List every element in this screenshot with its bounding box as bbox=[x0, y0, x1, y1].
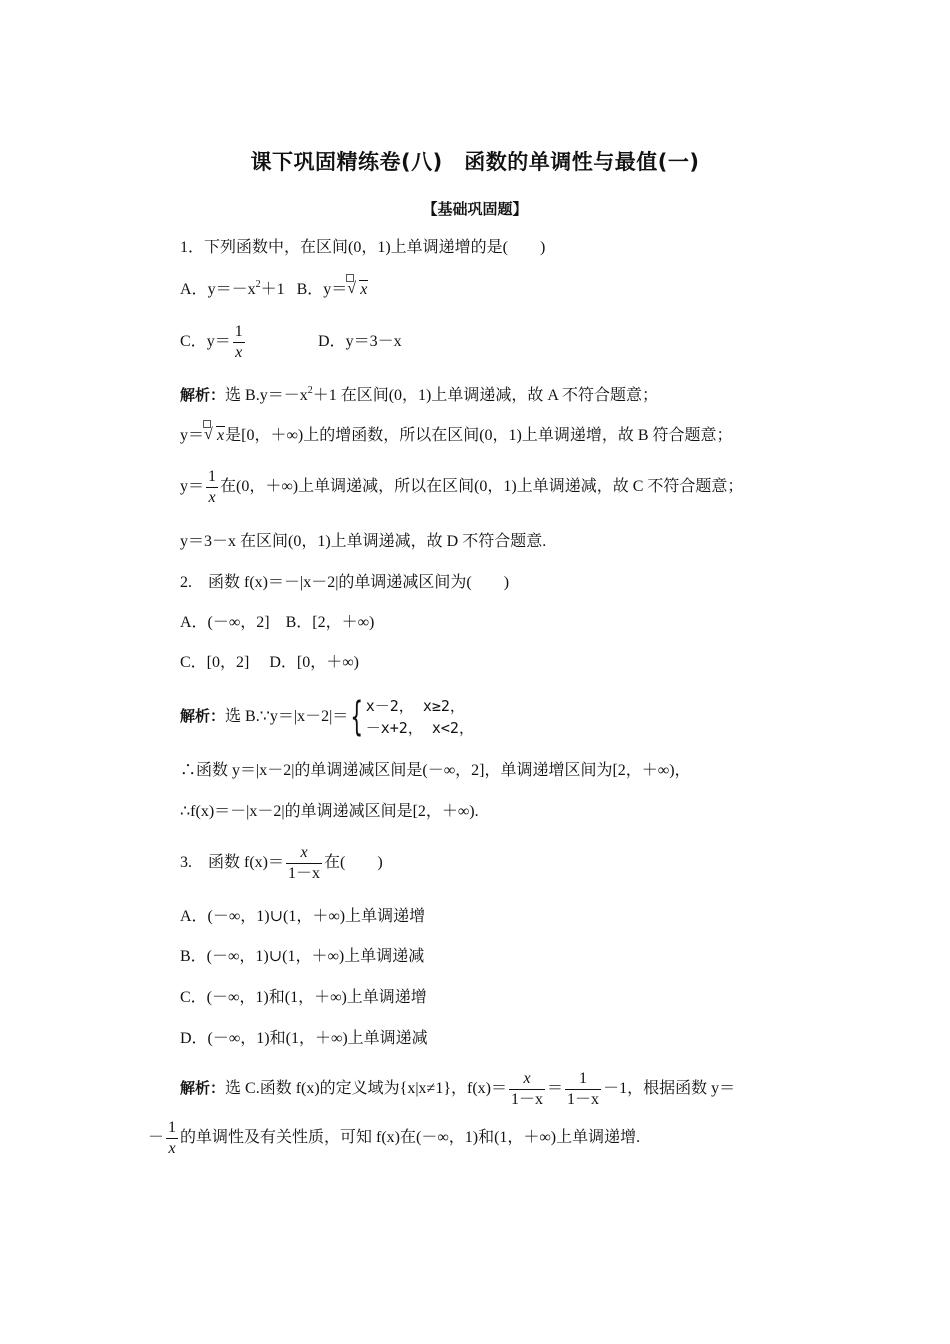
section-heading: 【基础巩固题】 bbox=[422, 200, 528, 218]
q1-option-c-expr: y＝ bbox=[206, 333, 231, 350]
q3-solution-2-fraction bbox=[166, 1118, 178, 1159]
q2-stem: 2. 函数 f(x)＝－|x－2|的单调递减区间为( ) bbox=[180, 574, 510, 591]
q3-solution-2-post: 的单调性及有关性质，可知 f(x)在(－∞，1)和(1，＋∞)上单调递增. bbox=[180, 1129, 641, 1146]
q1-solution-3-num: 1 bbox=[208, 467, 217, 485]
q3-stem-den: 1－x bbox=[288, 864, 321, 882]
q3-solution-fraction-1 bbox=[509, 1069, 545, 1110]
q1-solution-line2 bbox=[180, 425, 733, 447]
q2-solution-label: 解析： bbox=[180, 707, 226, 725]
q1-solution-3-fraction bbox=[206, 467, 218, 508]
cube-root-symbol: √ x bbox=[204, 425, 225, 447]
q2-solution-line1 bbox=[180, 692, 474, 741]
q1-solution-2-pre: y＝ bbox=[180, 427, 205, 444]
piecewise-cases bbox=[366, 695, 474, 739]
q3-solution-1a: 选 C.函数 f(x)的定义域为{x|x≠1}，f(x)＝ bbox=[225, 1080, 508, 1097]
page-title: 课下巩固精练卷(八) 函数的单调性与最值(一) bbox=[250, 150, 700, 174]
q1-solution-line1 bbox=[180, 384, 658, 407]
q1-solution-2-arg: x bbox=[217, 427, 225, 444]
q3-solution-eq: ＝ bbox=[547, 1080, 564, 1097]
q2-solution-1-pre: 选 B.∵y＝|x－2|＝ bbox=[225, 708, 349, 725]
q1-options-ab bbox=[180, 279, 368, 301]
q1-option-a-exp: 2 bbox=[255, 279, 261, 290]
q3-stem-post: 在( ) bbox=[324, 854, 383, 871]
q3-sol2-num: 1 bbox=[168, 1118, 177, 1136]
q1-option-a-expr-post: ＋1 bbox=[260, 281, 285, 298]
q3-stem-fraction bbox=[286, 843, 322, 884]
q1-option-a-expr-pre: y＝－x bbox=[207, 281, 256, 298]
q3-frac2-den: 1－x bbox=[567, 1090, 600, 1108]
q3-stem-num: x bbox=[300, 843, 308, 861]
q3-option-c: C．(－∞，1)和(1，＋∞)上单调递增 bbox=[180, 989, 427, 1006]
q1-option-b-rad-arg: x bbox=[360, 281, 368, 298]
q3-option-d: D．(－∞，1)和(1，＋∞)上单调递减 bbox=[180, 1030, 428, 1047]
q1-option-b-label: B． bbox=[296, 281, 324, 298]
q1-solution-3-den: x bbox=[206, 487, 218, 508]
q3-option-b: B．(－∞，1)∪(1，＋∞)上单调递减 bbox=[180, 948, 425, 965]
cube-root-symbol: √ x bbox=[347, 279, 368, 301]
q1-option-d bbox=[318, 331, 402, 353]
q2-solution-line2: ∴函数 y＝|x－2|的单调递减区间是(－∞，2]，单调递增区间为[2，＋∞)， bbox=[180, 762, 691, 779]
q3-stem bbox=[180, 841, 383, 885]
q3-solution-line1 bbox=[180, 1066, 735, 1111]
q2-case-1: x－2， x≥2， bbox=[365, 697, 465, 716]
q2-options-ab: A．(－∞，2] B．[2，＋∞) bbox=[180, 614, 375, 631]
q3-solution-2-minus: － bbox=[148, 1129, 165, 1146]
q1-solution-label: 解析： bbox=[180, 386, 226, 404]
q1-stem: 1．下列函数中，在区间(0，1)上单调递增的是( ) bbox=[180, 239, 546, 256]
q2-solution-line3: ∴f(x)＝－|x－2|的单调递减区间是[2，＋∞). bbox=[180, 803, 479, 820]
q3-frac1-num: x bbox=[523, 1069, 531, 1087]
q1-solution-3-pre: y＝ bbox=[180, 478, 205, 495]
q3-solution-label: 解析： bbox=[180, 1079, 226, 1097]
q3-solution-fraction-2 bbox=[565, 1069, 601, 1110]
q1-solution-3-post: 在(0，＋∞)上单调递减，所以在区间(0，1)上单调递减，故 C 不符合题意； bbox=[220, 478, 744, 495]
q1-option-d-label: D． bbox=[318, 333, 346, 350]
q2-case-2: －x+2， x<2， bbox=[365, 719, 474, 738]
q3-solution-line2 bbox=[148, 1116, 640, 1160]
q1-options-cd bbox=[180, 320, 247, 364]
q3-option-a: A．(－∞，1)∪(1，＋∞)上单调递增 bbox=[180, 908, 426, 925]
q1-solution-line4: y＝3－x 在区间(0，1)上单调递减，故 D 不符合题意. bbox=[180, 533, 547, 550]
q3-solution-1b: －1，根据函数 y＝ bbox=[603, 1080, 736, 1097]
q1-option-d-expr: y＝3－x bbox=[345, 333, 402, 350]
q1-option-a-label: A． bbox=[180, 281, 208, 298]
q2-options-cd: C．[0，2] D．[0，＋∞) bbox=[180, 654, 359, 671]
q1-option-c-label: C． bbox=[180, 333, 207, 350]
q3-stem-pre: 3. 函数 f(x)＝ bbox=[180, 854, 284, 871]
q1-option-b-expr: y＝ bbox=[323, 281, 348, 298]
q3-frac1-den: 1－x bbox=[511, 1090, 544, 1108]
q1-option-c-num: 1 bbox=[234, 322, 243, 340]
q1-option-c-fraction bbox=[233, 322, 245, 363]
q1-option-c-den: x bbox=[233, 342, 245, 363]
q1-solution-1-pre: 选 B.y＝－x bbox=[225, 387, 308, 404]
q3-sol2-den: x bbox=[166, 1138, 178, 1159]
q1-solution-1-post: ＋1 在区间(0，1)上单调递减，故 A 不符合题意； bbox=[312, 387, 659, 404]
q1-solution-line3 bbox=[180, 465, 743, 509]
q1-solution-2-post: 是[0，＋∞)上的增函数，所以在区间(0，1)上单调递增，故 B 符合题意； bbox=[225, 427, 733, 444]
q3-frac2-num: 1 bbox=[579, 1069, 588, 1087]
left-brace-icon: { bbox=[350, 694, 364, 741]
q1-solution-1-exp: 2 bbox=[307, 385, 313, 396]
